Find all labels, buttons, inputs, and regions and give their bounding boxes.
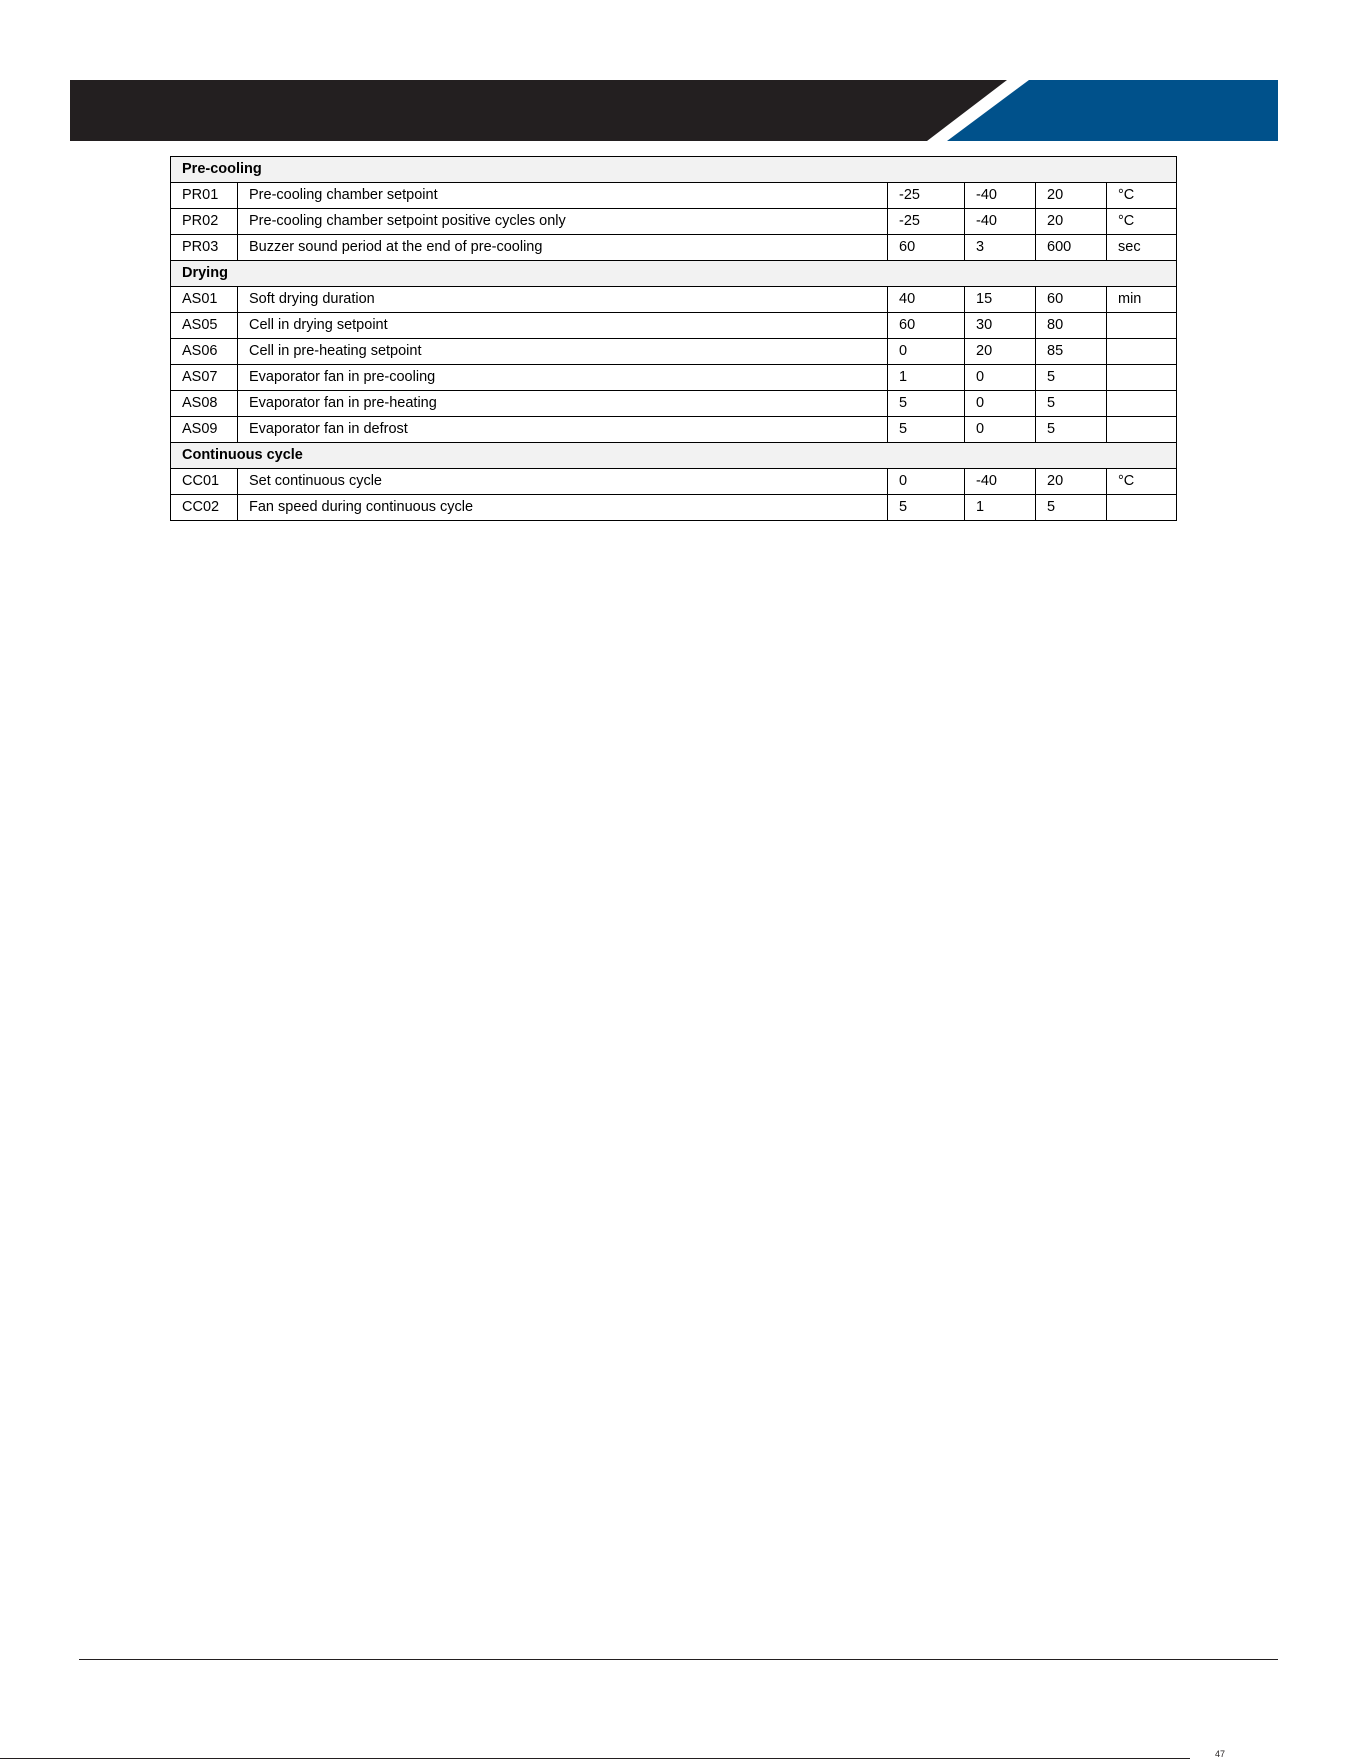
table-row [171,235,1177,261]
param-code: PR02 [171,209,238,235]
param-code: AS09 [171,417,238,443]
param-default: 1 [888,365,965,391]
param-description: Buzzer sound period at the end of pre-cooling [238,235,888,261]
param-description: Soft drying duration [238,287,888,313]
table-row [171,183,1177,209]
table-row [171,391,1177,417]
param-max: 20 [1036,469,1107,495]
param-default: 60 [888,235,965,261]
param-code: CC01 [171,469,238,495]
param-code: AS05 [171,313,238,339]
param-min: 20 [965,339,1036,365]
param-unit [1107,339,1177,365]
param-unit: °C [1107,469,1177,495]
param-default: 0 [888,339,965,365]
section-header-row [171,261,1177,287]
param-unit: sec [1107,235,1177,261]
param-description: Pre-cooling chamber setpoint positive cycles only [238,209,888,235]
param-max: 5 [1036,495,1107,521]
param-default: 5 [888,495,965,521]
param-unit: °C [1107,209,1177,235]
param-default: -25 [888,183,965,209]
param-min: -40 [965,469,1036,495]
table-row [171,469,1177,495]
param-max: 20 [1036,209,1107,235]
param-min: 1 [965,495,1036,521]
param-default: 0 [888,469,965,495]
param-default: 60 [888,313,965,339]
param-description: Evaporator fan in pre-cooling [238,365,888,391]
table-row [171,313,1177,339]
param-min: -40 [965,183,1036,209]
param-min: 0 [965,417,1036,443]
param-default: 5 [888,391,965,417]
param-description: Cell in drying setpoint [238,313,888,339]
param-max: 60 [1036,287,1107,313]
param-max: 20 [1036,183,1107,209]
header-banner-blue-band [947,80,1278,141]
param-description: Evaporator fan in defrost [238,417,888,443]
param-unit: min [1107,287,1177,313]
param-code: AS08 [171,391,238,417]
param-code: AS07 [171,365,238,391]
parameter-table-body [171,157,1177,521]
param-description: Evaporator fan in pre-heating [238,391,888,417]
param-default: 40 [888,287,965,313]
param-unit: °C [1107,183,1177,209]
param-description: Fan speed during continuous cycle [238,495,888,521]
param-code: AS01 [171,287,238,313]
header-banner [0,0,1361,145]
param-description: Pre-cooling chamber setpoint [238,183,888,209]
param-max: 5 [1036,391,1107,417]
section-title: Drying [171,261,1177,287]
param-unit [1107,391,1177,417]
param-min: 30 [965,313,1036,339]
param-max: 5 [1036,365,1107,391]
table-row [171,209,1177,235]
section-header-row [171,443,1177,469]
param-description: Cell in pre-heating setpoint [238,339,888,365]
param-min: 0 [965,391,1036,417]
param-default: -25 [888,209,965,235]
footer-rule [79,1659,1278,1660]
table-row [171,339,1177,365]
param-max: 85 [1036,339,1107,365]
param-max: 5 [1036,417,1107,443]
param-max: 600 [1036,235,1107,261]
table-row [171,287,1177,313]
section-title: Continuous cycle [171,443,1177,469]
table-row [171,365,1177,391]
param-min: 15 [965,287,1036,313]
param-code: CC02 [171,495,238,521]
section-title: Pre-cooling [171,157,1177,183]
page-number: 47 [1215,1749,1226,1759]
header-banner-dark-band [70,80,1007,141]
section-header-row [171,157,1177,183]
param-min: -40 [965,209,1036,235]
param-description: Set continuous cycle [238,469,888,495]
parameter-table [170,156,1177,521]
table-row [171,495,1177,521]
param-code: AS06 [171,339,238,365]
param-code: PR03 [171,235,238,261]
param-min: 3 [965,235,1036,261]
table-row [171,417,1177,443]
param-unit [1107,365,1177,391]
param-code: PR01 [171,183,238,209]
param-unit [1107,417,1177,443]
param-min: 0 [965,365,1036,391]
bottom-rule [0,1758,1190,1759]
param-max: 80 [1036,313,1107,339]
param-unit [1107,313,1177,339]
param-default: 5 [888,417,965,443]
param-unit [1107,495,1177,521]
